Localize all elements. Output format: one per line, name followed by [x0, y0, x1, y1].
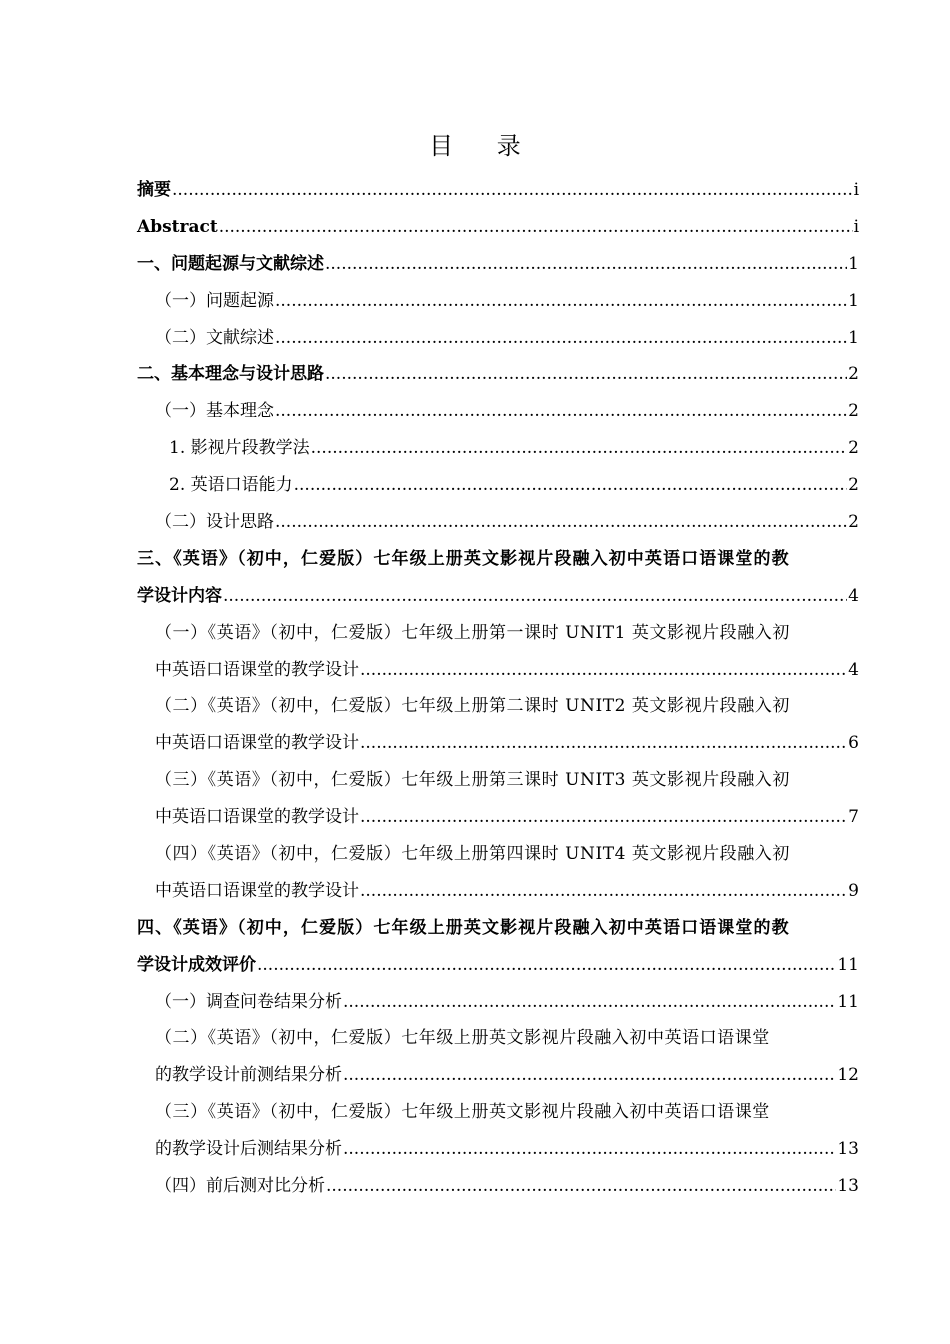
dot-leader	[343, 1131, 836, 1168]
toc-entry-title: 1. 影视片段教学法	[169, 438, 310, 459]
toc-entry[interactable]	[137, 504, 859, 541]
toc-entry[interactable]	[137, 246, 859, 283]
toc-page-number: 13	[837, 1176, 859, 1197]
dot-leader	[360, 799, 847, 836]
dot-leader	[223, 578, 847, 615]
toc-page-number: 2	[848, 512, 859, 533]
toc-entry[interactable]	[137, 283, 859, 320]
dot-leader	[360, 652, 847, 689]
toc-page-number: 9	[848, 880, 859, 901]
dot-leader	[360, 725, 847, 762]
dot-leader	[360, 873, 847, 910]
toc-entry-title-line1: （三）《英语》（初中，仁爱版）七年级上册英文影视片段融入初中英语口语课堂	[155, 1102, 770, 1123]
dot-leader	[343, 984, 836, 1021]
toc-entry[interactable]	[137, 1131, 859, 1168]
toc-page-number: 2	[848, 438, 859, 459]
toc-entry[interactable]	[137, 873, 859, 910]
toc-entry[interactable]	[137, 430, 859, 467]
dot-leader	[275, 283, 847, 320]
toc-entry[interactable]	[137, 209, 859, 246]
toc-page-number: 2	[848, 401, 859, 422]
toc-entry-title: 2. 英语口语能力	[169, 475, 293, 496]
toc-entry[interactable]	[137, 393, 859, 430]
toc-entry-title: 二、基本理念与设计思路	[137, 364, 324, 385]
toc-entry[interactable]	[137, 799, 859, 836]
toc-entry[interactable]	[137, 947, 859, 984]
toc-page-number: 2	[848, 475, 859, 496]
toc-entry-title: 的教学设计前测结果分析	[155, 1065, 342, 1086]
dot-leader	[343, 1057, 836, 1094]
toc-page-number: 2	[848, 364, 859, 385]
toc-entry-title: （二）设计思路	[155, 512, 274, 533]
dot-leader	[275, 393, 847, 430]
toc-entry[interactable]	[137, 984, 859, 1021]
dot-leader	[294, 467, 848, 504]
toc-entry-title: 的教学设计后测结果分析	[155, 1139, 342, 1160]
toc-entry-title: 学设计内容	[137, 585, 222, 606]
dot-leader	[311, 430, 848, 467]
toc-entry[interactable]	[137, 578, 859, 615]
toc-page-number: 1	[848, 327, 859, 348]
dot-leader	[275, 504, 847, 541]
toc-entry[interactable]	[137, 320, 859, 357]
toc-entry-title: 摘要	[137, 180, 171, 200]
toc-page-number: 13	[837, 1139, 859, 1160]
toc-entry-title-line1: 三、《英语》（初中，仁爱版）七年级上册英文影视片段融入初中英语口语课堂的教	[137, 548, 790, 569]
toc-entry[interactable]	[137, 467, 859, 504]
toc-page-number: 1	[848, 290, 859, 311]
toc-entry-title: （四）前后测对比分析	[155, 1176, 325, 1197]
toc-entry-title: 中英语口语课堂的教学设计	[155, 659, 359, 680]
table-of-contents	[137, 172, 859, 1205]
toc-entry-title-line1: 四、《英语》（初中，仁爱版）七年级上册英文影视片段融入初中英语口语课堂的教	[137, 917, 790, 938]
toc-entry-title: 一、问题起源与文献综述	[137, 253, 324, 274]
page-title: 目 录	[429, 132, 539, 160]
toc-page-number: 4	[848, 659, 859, 680]
dot-leader	[257, 947, 836, 984]
dot-leader	[275, 320, 847, 357]
toc-entry-title-line1: （二）《英语》（初中，仁爱版）七年级上册英文影视片段融入初中英语口语课堂	[155, 1028, 770, 1049]
toc-entry-title-line1: （一）《英语》（初中，仁爱版）七年级上册第一课时 UNIT1 英文影视片段融入初	[155, 622, 790, 643]
dot-leader	[172, 172, 853, 209]
toc-entry[interactable]	[137, 172, 859, 209]
toc-page-number: 6	[848, 733, 859, 754]
dot-leader	[326, 1168, 836, 1205]
toc-page-number: 4	[848, 585, 859, 606]
dot-leader	[325, 246, 847, 283]
dot-leader	[219, 209, 853, 246]
toc-entry-title: （二）文献综述	[155, 327, 274, 348]
toc-entry-title: 中英语口语课堂的教学设计	[155, 880, 359, 901]
toc-entry-title-line1: （三）《英语》（初中，仁爱版）七年级上册第三课时 UNIT3 英文影视片段融入初	[155, 770, 790, 791]
toc-page-number: 1	[848, 253, 859, 274]
toc-entry[interactable]	[137, 1168, 859, 1205]
toc-page-number: 11	[837, 991, 859, 1012]
toc-page-number: i	[853, 180, 859, 200]
toc-entry-title-line1: （二）《英语》（初中，仁爱版）七年级上册第二课时 UNIT2 英文影视片段融入初	[155, 696, 790, 717]
toc-entry-title: 学设计成效评价	[137, 954, 256, 975]
toc-entry-title: （一）基本理念	[155, 401, 274, 422]
toc-entry[interactable]	[137, 356, 859, 393]
toc-entry[interactable]	[137, 1057, 859, 1094]
toc-entry-title: 中英语口语课堂的教学设计	[155, 807, 359, 828]
toc-page-number: 11	[837, 954, 859, 975]
toc-entry[interactable]	[137, 652, 859, 689]
toc-entry-title: （一）调查问卷结果分析	[155, 991, 342, 1012]
toc-entry-title-line1: （四）《英语》（初中，仁爱版）七年级上册第四课时 UNIT4 英文影视片段融入初	[155, 844, 790, 865]
toc-page-number: i	[853, 216, 859, 237]
toc-page-number: 12	[837, 1065, 859, 1086]
toc-entry-title: （一）问题起源	[155, 290, 274, 311]
toc-entry-title: Abstract	[137, 216, 218, 237]
toc-entry[interactable]	[137, 725, 859, 762]
toc-entry-title: 中英语口语课堂的教学设计	[155, 733, 359, 754]
dot-leader	[325, 356, 847, 393]
toc-page-number: 7	[848, 807, 859, 828]
